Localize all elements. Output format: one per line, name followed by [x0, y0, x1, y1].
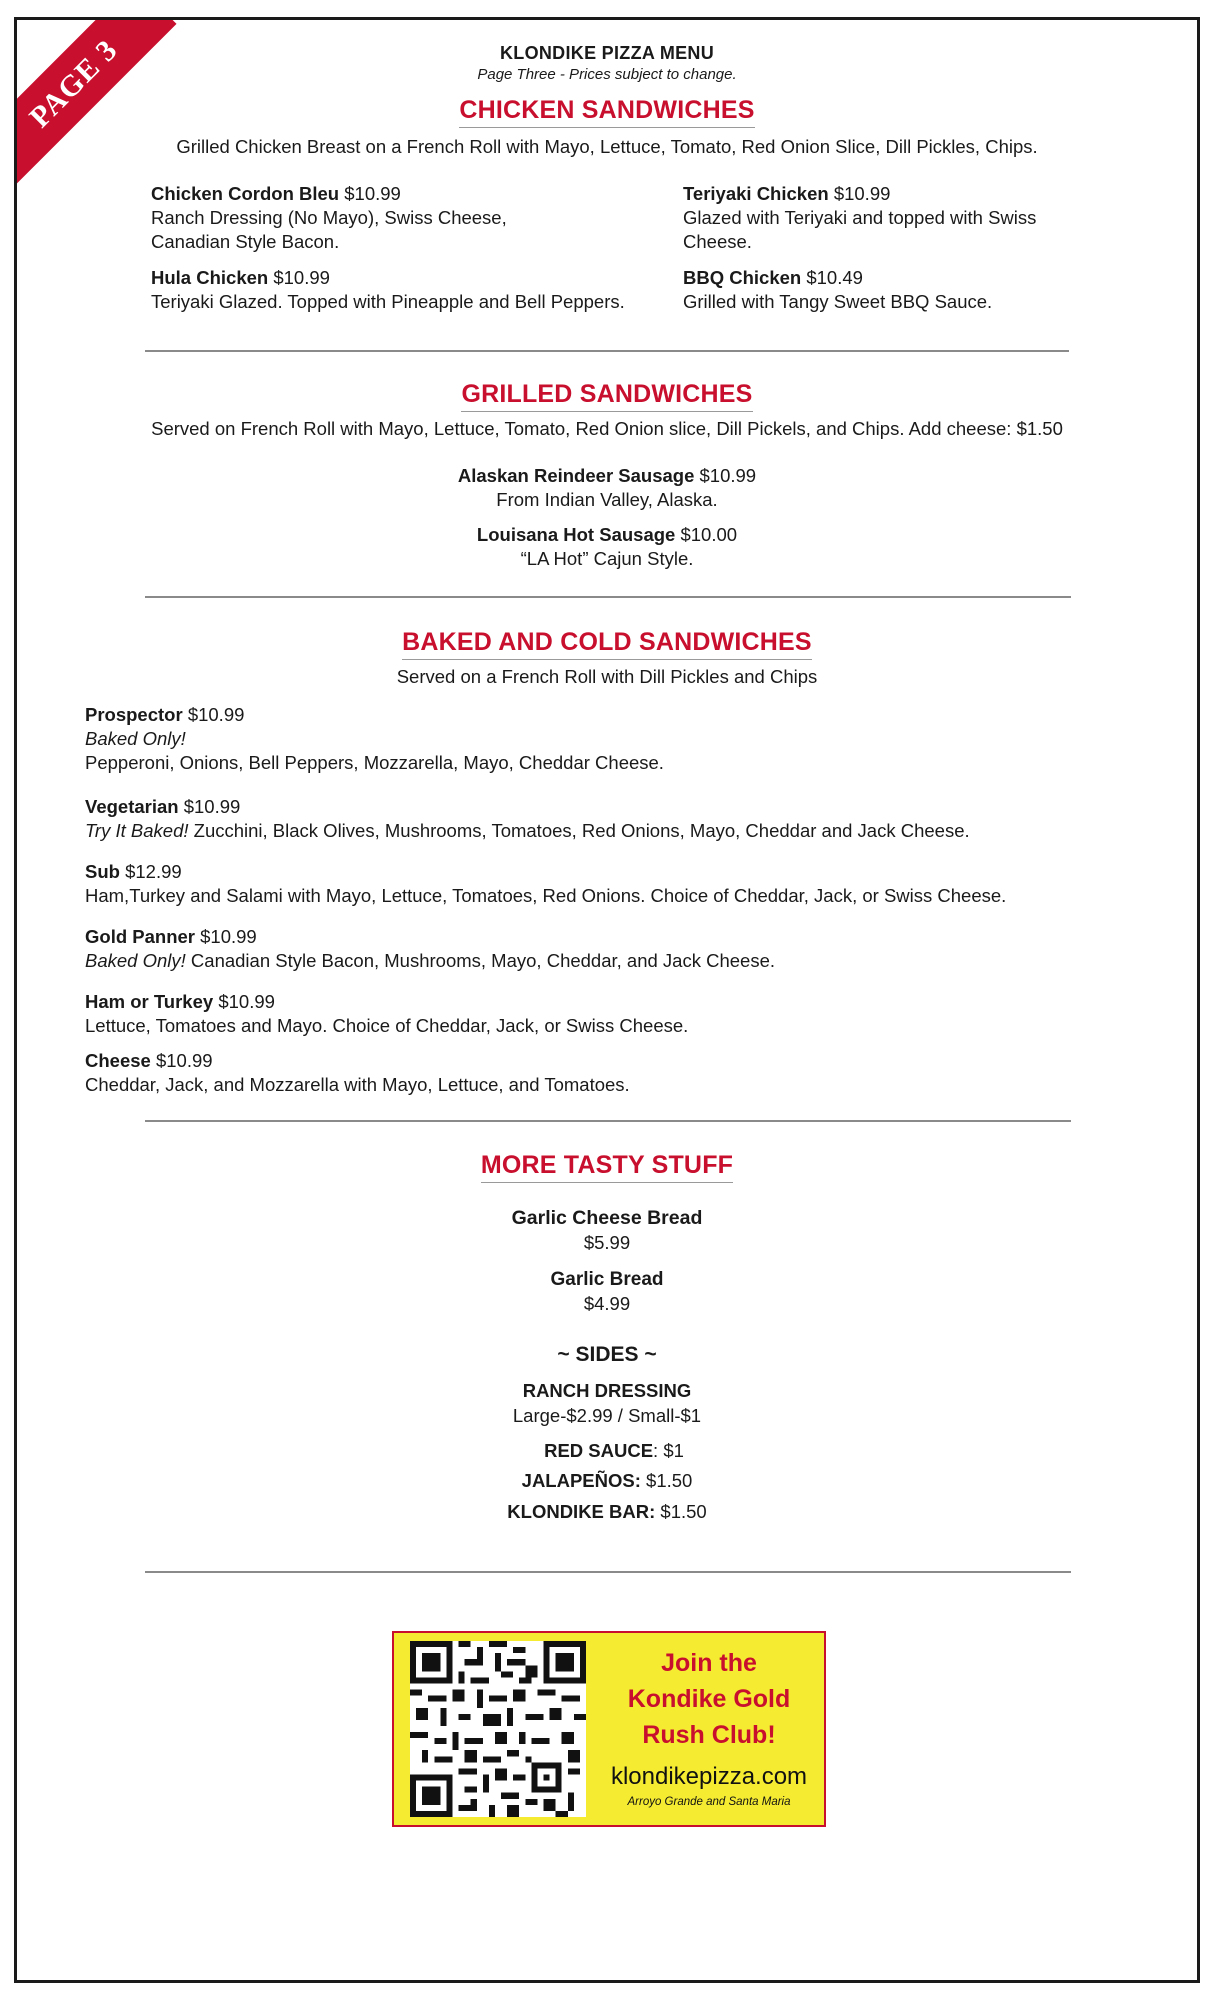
- item-description: Grilled with Tangy Sweet BBQ Sauce.: [683, 291, 993, 312]
- item-name: Teriyaki Chicken: [683, 183, 829, 204]
- menu-item-vegetarian: [85, 795, 1185, 843]
- menu-item-hula-chicken: [151, 266, 681, 314]
- item-description: Canadian Style Bacon.: [151, 231, 340, 252]
- document-title: KLONDIKE PIZZA MENU: [499, 43, 715, 63]
- item-price: $10.99: [218, 991, 275, 1012]
- item-name: Chicken Cordon Bleu: [151, 183, 340, 204]
- side-klondike-bar: [0, 1501, 1214, 1523]
- side-name: JALAPEÑOS:: [521, 1470, 641, 1491]
- promo-line: Kondike Gold: [627, 1685, 791, 1713]
- item-name: Vegetarian: [85, 796, 179, 817]
- item-price: $10.99: [833, 183, 891, 204]
- item-description: Lettuce, Tomatoes and Mayo. Choice of Cheddar, Jack, or Swiss Cheese.: [85, 1015, 689, 1036]
- item-description: Teriyaki Glazed. Topped with Pineapple and Bell Peppers.: [151, 291, 625, 312]
- item-note: Try It Baked!: [85, 820, 189, 841]
- side-name: RED SAUCE: [544, 1440, 654, 1461]
- side-price: Large-$2.99 / Small-$1: [512, 1405, 702, 1426]
- item-description: Pepperoni, Onions, Bell Peppers, Mozzarella, Mayo, Cheddar Cheese.: [85, 752, 664, 773]
- section-divider: [145, 596, 1071, 598]
- website-link[interactable]: klondikepizza.com: [610, 1763, 808, 1790]
- gold-rush-club-promo: [392, 1631, 826, 1827]
- promo-headline: [604, 1645, 814, 1753]
- item-description: Glazed with Teriyaki and topped with Swiss: [683, 207, 1037, 228]
- menu-item-chicken-cordon-bleu: [151, 182, 671, 254]
- side-price: $1.50: [640, 1470, 693, 1491]
- item-name: BBQ Chicken: [683, 267, 802, 288]
- side-name: KLONDIKE BAR:: [507, 1501, 656, 1522]
- item-name: Sub: [85, 861, 120, 882]
- item-description: Cheese.: [683, 231, 752, 252]
- menu-item-garlic-cheese-bread: [0, 1207, 1214, 1254]
- item-name: Cheese: [85, 1050, 151, 1071]
- menu-item-teriyaki-chicken: [683, 182, 1083, 254]
- section-more-heading: [0, 1151, 1214, 1183]
- item-name: Hula Chicken: [151, 267, 269, 288]
- item-price: $10.99: [187, 704, 245, 725]
- qr-code-icon[interactable]: [410, 1641, 586, 1817]
- item-price: $10.99: [183, 796, 241, 817]
- item-description: Ham,Turkey and Salami with Mayo, Lettuce, Tomatoes, Red Onions. Choice of Cheddar, Jack, or Swiss Cheese.: [85, 885, 1007, 906]
- item-price: $10.99: [200, 926, 257, 947]
- side-ranch-dressing: [0, 1380, 1214, 1427]
- menu-item-garlic-bread: [0, 1269, 1214, 1315]
- item-name: Garlic Bread: [550, 1269, 664, 1290]
- item-price: $10.49: [806, 267, 863, 288]
- item-description: From Indian Valley, Alaska.: [496, 489, 718, 510]
- item-description: “LA Hot” Cajun Style.: [520, 548, 694, 569]
- section-title: BAKED AND COLD SANDWICHES: [402, 628, 812, 660]
- section-divider: [145, 1120, 1071, 1122]
- page-banner-label: PAGE 3: [23, 33, 125, 135]
- side-price: $1.50: [655, 1501, 707, 1522]
- item-name: Garlic Cheese Bread: [511, 1207, 703, 1229]
- item-price: $10.99: [273, 267, 330, 288]
- item-description: Canadian Style Bacon, Mushrooms, Mayo, Cheddar, and Jack Cheese.: [190, 950, 776, 971]
- document-subtitle: Page Three - Prices subject to change.: [477, 66, 737, 83]
- promo-locations: Arroyo Grande and Santa Maria: [627, 1796, 791, 1808]
- section-description: Served on French Roll with Mayo, Lettuce, Tomato, Red Onion slice, Dill Pickels, and Chips. Add cheese: $1.50: [151, 418, 1063, 439]
- menu-item-prospector: [85, 703, 1185, 775]
- menu-item-alaskan-reindeer-sausage: [0, 464, 1214, 512]
- item-price: $4.99: [583, 1293, 631, 1314]
- menu-item-sub: [85, 860, 1185, 908]
- section-description: Served on a French Roll with Dill Pickles and Chips: [396, 666, 818, 687]
- menu-item-gold-panner: [85, 925, 1185, 973]
- side-red-sauce: [0, 1440, 1214, 1462]
- menu-item-ham-or-turkey: [85, 990, 1185, 1038]
- item-description: Zucchini, Black Olives, Mushrooms, Tomatoes, Red Onions, Mayo, Cheddar and Jack Cheese.: [193, 820, 970, 841]
- item-name: Alaskan Reindeer Sausage: [457, 465, 695, 486]
- item-name: Prospector: [85, 704, 183, 725]
- item-price: $10.99: [699, 465, 757, 486]
- item-description: Ranch Dressing (No Mayo), Swiss Cheese,: [151, 207, 507, 228]
- item-description: Cheddar, Jack, and Mozzarella with Mayo, Lettuce, and Tomatoes.: [85, 1074, 630, 1095]
- section-description: Grilled Chicken Breast on a French Roll with Mayo, Lettuce, Tomato, Red Onion Slice, Dill Pickles, Chips.: [176, 136, 1038, 157]
- item-price: $12.99: [125, 861, 182, 882]
- side-price: : $1: [653, 1440, 684, 1461]
- section-chicken-heading: [0, 96, 1214, 128]
- item-name: Ham or Turkey: [85, 991, 214, 1012]
- section-title: MORE TASTY STUFF: [481, 1151, 733, 1183]
- menu-item-cheese: [85, 1049, 1185, 1097]
- sides-heading: ~ SIDES ~: [557, 1343, 657, 1366]
- item-note: Baked Only!: [85, 728, 186, 749]
- item-name: Gold Panner: [85, 926, 195, 947]
- side-jalapenos: [0, 1470, 1214, 1492]
- menu-item-louisana-hot-sausage: [0, 523, 1214, 571]
- section-baked-heading: [0, 628, 1214, 660]
- section-title: GRILLED SANDWICHES: [461, 380, 752, 412]
- section-title: CHICKEN SANDWICHES: [459, 96, 754, 128]
- item-name: Louisana Hot Sausage: [476, 524, 676, 545]
- section-divider: [145, 1571, 1071, 1573]
- promo-line: Join the: [661, 1649, 757, 1677]
- section-grilled-heading: [0, 380, 1214, 412]
- promo-line: Rush Club!: [642, 1721, 776, 1749]
- menu-item-bbq-chicken: [683, 266, 1083, 314]
- item-price: $5.99: [583, 1232, 631, 1253]
- item-price: $10.99: [155, 1050, 213, 1071]
- item-price: $10.99: [344, 183, 401, 204]
- section-divider: [145, 350, 1069, 352]
- side-name: RANCH DRESSING: [522, 1380, 692, 1401]
- item-note: Baked Only!: [85, 950, 186, 971]
- item-price: $10.00: [680, 524, 738, 545]
